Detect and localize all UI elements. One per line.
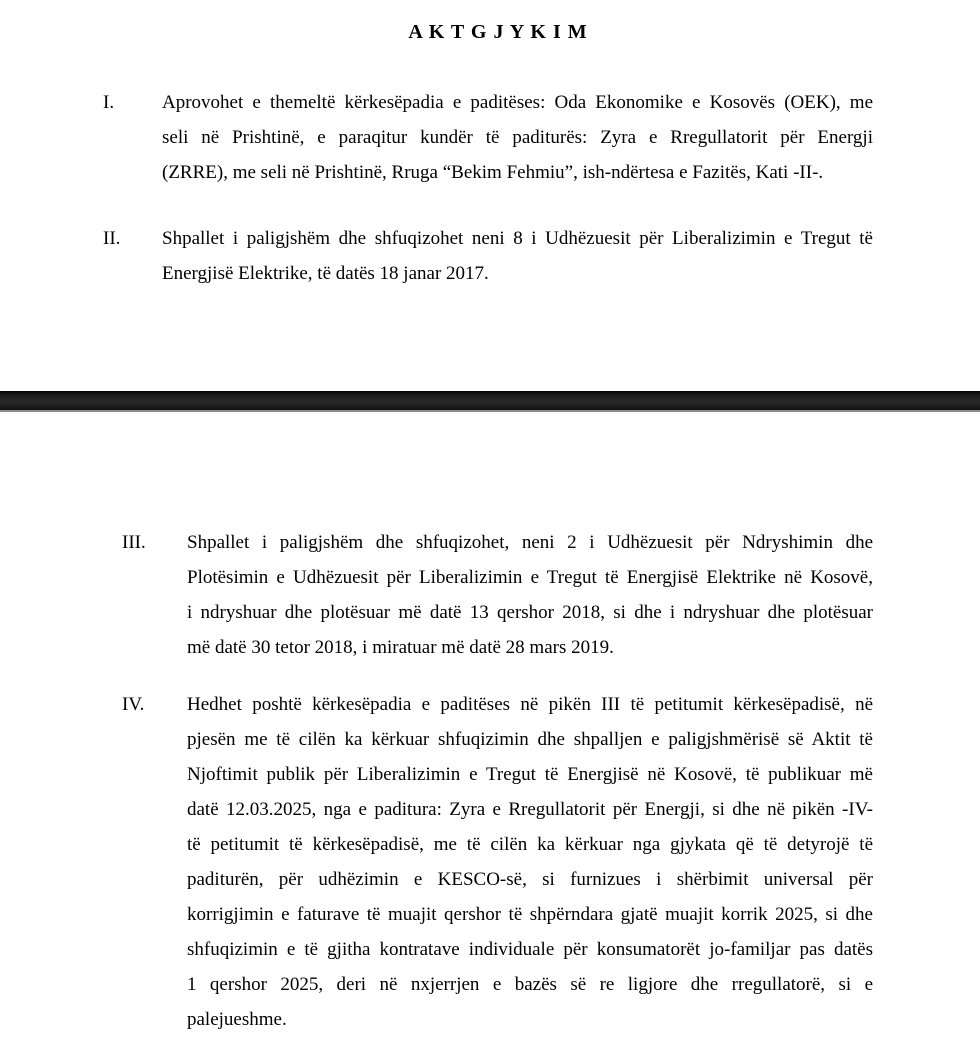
order-item-2 [95,221,873,291]
item-numeral: I. [103,92,115,113]
text-line: Shpallet i paligjshëm dhe shfuqizohet neni 8 i Udhëzuesit për Liberalizimin e Tregut të [162,228,873,249]
text-line: pjesën me të cilën ka kërkuar shfuqizimin dhe shpalljen e paligjshmërisë së Aktit të [187,729,873,750]
text-line: Shpallet i paligjshëm dhe shfuqizohet, neni 2 i Udhëzuesit për Ndryshimin dhe [187,532,873,553]
text-line: më datë 30 tetor 2018, i miratuar më datë 28 mars 2019. [187,637,614,658]
text-line: Plotësimin e Udhëzuesit për Liberalizimin e Tregut të Energjisë Elektrike në Kosovë, [187,567,873,588]
text-line: seli në Prishtinë, e paraqitur kundër të paditurës: Zyra e Rregullatorit për Energji [162,127,873,148]
text-line: Hedhet poshtë kërkesëpadia e paditëses në pikën III të petitumit kërkesëpadisë, në [187,694,873,715]
text-line: Njoftimit publik për Liberalizimin e Tregut të Energjisë në Kosovë, të publikuar më [187,764,873,785]
text-line: 1 qershor 2025, deri në nxjerrjen e bazës së re ligjore dhe rregullatorë, si e [187,974,873,995]
text-line: korrigjimin e faturave të muajit qershor të shpërndara gjatë muajit korrik 2025, si dhe [187,904,873,925]
document-title: A K T G J Y K I M [408,21,588,43]
item-text [187,525,873,665]
order-item-1 [95,85,873,190]
text-line: palejueshme. [187,1009,287,1030]
item-numeral: II. [103,228,121,249]
text-line: paditurën, për udhëzimin e KESCO-së, si furnizues i shërbimit universal për [187,869,873,890]
item-numeral: IV. [122,694,145,715]
order-item-3 [122,525,873,665]
text-line: shfuqizimin e të gjitha kontratave individuale për konsumatorët jo-familjar pas datës [187,939,873,960]
text-line: Energjisë Elektrike, të datës 18 janar 2017. [162,263,489,284]
item-text [187,687,873,1037]
text-line: i ndryshuar dhe plotësuar më datë 13 qershor 2018, si dhe i ndryshuar dhe plotësuar [187,602,873,623]
order-item-4 [122,687,873,1037]
item-text [162,221,873,291]
text-line: (ZRRE), me seli në Prishtinë, Rruga “Bekim Fehmiu”, ish-ndërtesa e Fazitës, Kati -II-. [162,162,824,183]
text-line: Aprovohet e themeltë kërkesëpadia e paditëses: Oda Ekonomike e Kosovës (OEK), me [162,92,873,113]
text-line: datë 12.03.2025, nga e paditura: Zyra e Rregullatorit për Energji, si dhe në pikën -IV- [187,799,873,820]
text-line: të petitumit të kërkesëpadisë, me të cilën ka kërkuar nga gjykata që të detyrojë të [187,834,873,855]
item-numeral: III. [122,532,146,553]
item-text [162,85,873,190]
page-separator-bar [0,391,980,412]
